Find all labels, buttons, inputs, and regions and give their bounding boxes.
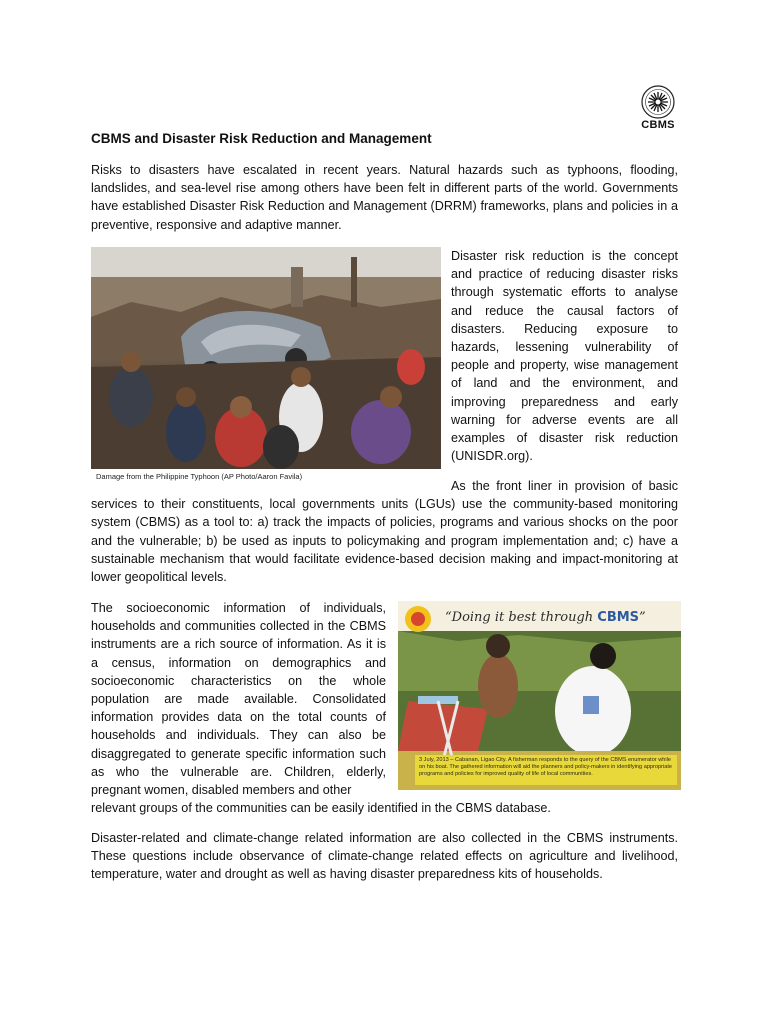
- poster-slogan: “Doing it best through CBMS”: [445, 610, 646, 625]
- typhoon-photo-caption: Damage from the Philippine Typhoon (AP Photo/Aaron Favila): [96, 472, 303, 481]
- climate-paragraph: Disaster-related and climate-change related information are also collected in the CBMS instruments. These questions include observance of climate-change related effects on agriculture and livelihood, temperature, water and drought as well as having disaster preparedness kits of households.: [91, 831, 678, 882]
- cbms-logo: [636, 84, 680, 134]
- front-liner-paragraph: As the front liner in provision of basic services to their constituents, local governments units (LGUs) use the community-based monitoring system (CBMS) as a tool to: a) track the impacts of policies, programs and various shocks on the poor and the vulnerable; b) be used as inputs to policymaking and program implementation and; c) have a sustainable mechanism that would facilitate evidence-based decision making and impact-monitoring at lower geopolitical levels.: [91, 479, 678, 585]
- poster-slogan-brand: CBMS: [597, 610, 640, 625]
- typhoon-damage-photo: [91, 247, 441, 469]
- logo-text: CBMS: [641, 119, 675, 131]
- page-title: CBMS and Disaster Risk Reduction and Management: [91, 131, 432, 146]
- intro-paragraph: Risks to disasters have escalated in recent years. Natural hazards such as typhoons, flooding, landslides, and sea-level rise among others have been felt in different parts of the world. Governments have established Disaster Risk Reduction and Management (DRRM) frameworks, plans and policies in a preventive, responsive and adaptive manner.: [91, 163, 678, 232]
- cbms-seal-icon: [640, 84, 676, 120]
- poster-caption: 3 July, 2013 – Cabanan, Ligao City. A fisherman responds to the query of the CBMS enumerator while on his boat. The gathered information will aid the planners and policy-makers in identifying appropriate programs and policies for improved quality of life of local communities.: [415, 755, 677, 785]
- socioeconomic-paragraph: The socioeconomic information of individuals, households and communities collected in the CBMS instruments are a rich source of information. As it is a census, information on demographics and socioeconomic characteristics on the whole population are made available. Consolidated information provides data on the total counts of households and individuals. They can also be disaggregated to generate specific information such as who the vulnerable are. Children, elderly, pregnant women, disabled members and other: [91, 601, 386, 798]
- socioeconomic-paragraph-end: relevant groups of the communities can be easily identified in the CBMS database.: [91, 801, 551, 815]
- drr-definition-paragraph: Disaster risk reduction is the concept and practice of reducing disaster risks through systematic efforts to analyse and reduce the causal factors of disasters. Reducing exposure to hazards, lessening vulnerability of people and property, wise management of land and the environment, and improving preparedness and early warning for adverse events are all examples of disaster risk reduction (UNISDR.org).: [451, 249, 678, 464]
